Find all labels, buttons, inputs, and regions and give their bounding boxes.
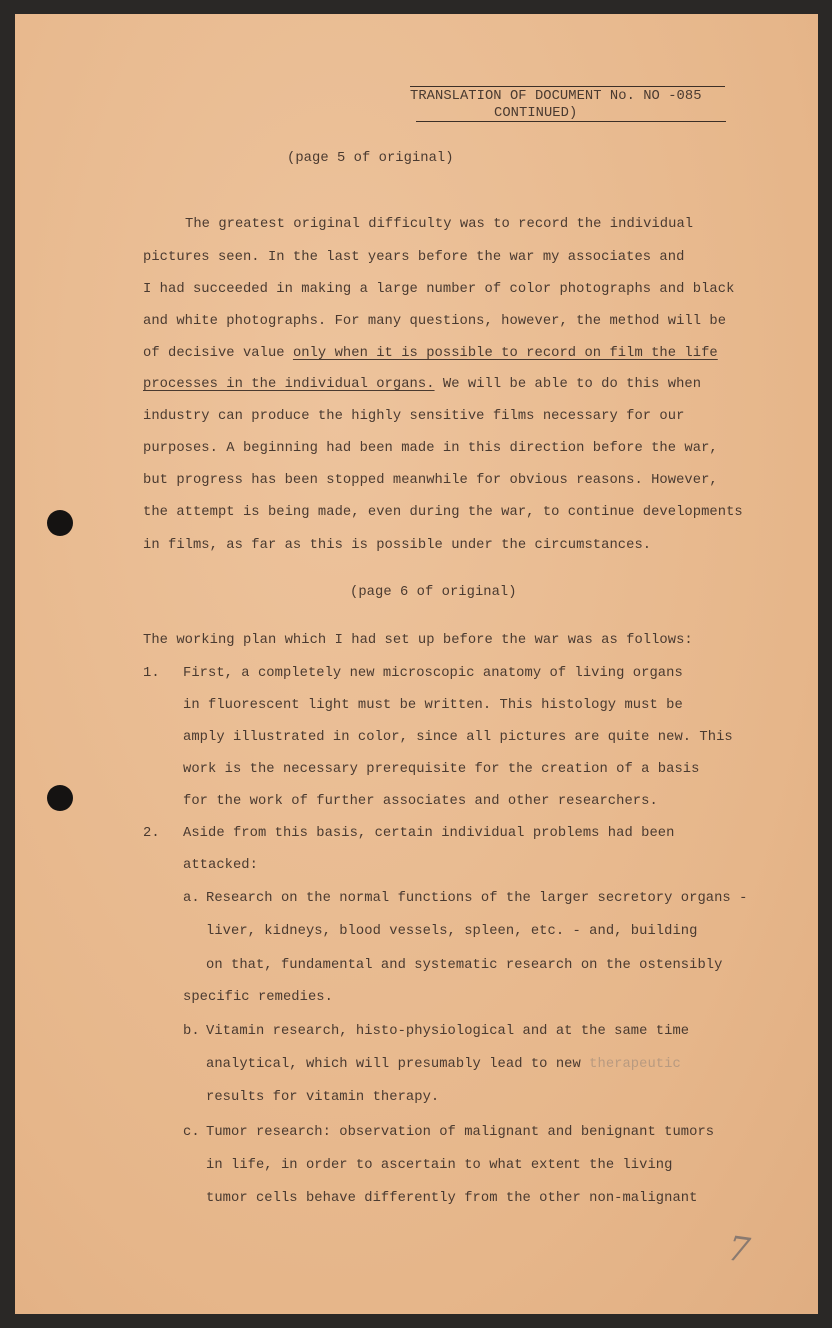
text-line: Aside from this basis, certain individual problems had been	[183, 826, 675, 841]
text-line	[143, 346, 718, 362]
text-line: Research on the normal functions of the larger secretory organs -	[206, 891, 748, 906]
text-line: for the work of further associates and other researchers.	[183, 794, 658, 809]
text-line: the attempt is being made, even during the war, to continue developments	[143, 505, 743, 520]
text-line: The greatest original difficulty was to record the individual	[185, 217, 694, 232]
text-line: in life, in order to ascertain to what extent the living	[206, 1158, 673, 1173]
header-rule-bottom	[416, 121, 726, 122]
text-line: tumor cells behave differently from the other non-malignant	[206, 1191, 698, 1206]
text-line	[143, 377, 701, 393]
item-number: 2.	[143, 826, 160, 841]
text-line: amply illustrated in color, since all pictures are quite new. This	[183, 730, 733, 745]
handwritten-page-number: 7	[725, 1228, 753, 1272]
sub-item-letter: c.	[183, 1125, 200, 1140]
document-page	[15, 14, 818, 1314]
text: analytical, which will presumably lead to new	[206, 1057, 590, 1072]
text-line: on that, fundamental and systematic research on the ostensibly	[206, 958, 723, 973]
punch-hole	[47, 785, 73, 811]
faded-text: therapeutic	[589, 1057, 681, 1072]
sub-item-letter: b.	[183, 1024, 200, 1039]
header-title: TRANSLATION OF DOCUMENT No. NO -085	[410, 89, 702, 104]
text-line: and white photographs. For many questions, however, the method will be	[143, 314, 727, 329]
item-number: 1.	[143, 666, 160, 681]
text-line: specific remedies.	[183, 990, 333, 1005]
text-line: liver, kidneys, blood vessels, spleen, etc. - and, building	[206, 924, 698, 939]
text-line: but progress has been stopped meanwhile for obvious reasons. However,	[143, 473, 718, 488]
text-line: results for vitamin therapy.	[206, 1090, 440, 1105]
sub-item-letter: a.	[183, 891, 200, 906]
text-line: Vitamin research, histo-physiological and at the same time	[206, 1024, 690, 1039]
text-line: work is the necessary prerequisite for the creation of a basis	[183, 762, 700, 777]
header-continued: CONTINUED)	[494, 106, 578, 121]
text-line: I had succeeded in making a large number of color photographs and black	[143, 282, 735, 297]
underlined-text: processes in the individual organs.	[143, 377, 435, 392]
text-line: The working plan which I had set up before the war was as follows:	[143, 633, 693, 648]
page-marker: (page 5 of original)	[287, 151, 454, 166]
text: of decisive value	[143, 346, 293, 361]
text-line: in films, as far as this is possible under the circumstances.	[143, 538, 652, 553]
header-rule-top	[410, 86, 725, 87]
text-line: industry can produce the highly sensitive films necessary for our	[143, 409, 685, 424]
text-line: attacked:	[183, 858, 258, 873]
page-marker: (page 6 of original)	[350, 585, 517, 600]
text-line: First, a completely new microscopic anatomy of living organs	[183, 666, 683, 681]
text-line: pictures seen. In the last years before the war my associates and	[143, 250, 685, 265]
text: We will be able to do this when	[434, 377, 702, 392]
underlined-text: only when it is possible to record on film the life	[292, 346, 718, 361]
punch-hole	[47, 510, 73, 536]
text-line: purposes. A beginning had been made in this direction before the war,	[143, 441, 718, 456]
text-line	[206, 1057, 681, 1073]
text-line: Tumor research: observation of malignant and benignant tumors	[206, 1125, 715, 1140]
text-line: in fluorescent light must be written. This histology must be	[183, 698, 683, 713]
